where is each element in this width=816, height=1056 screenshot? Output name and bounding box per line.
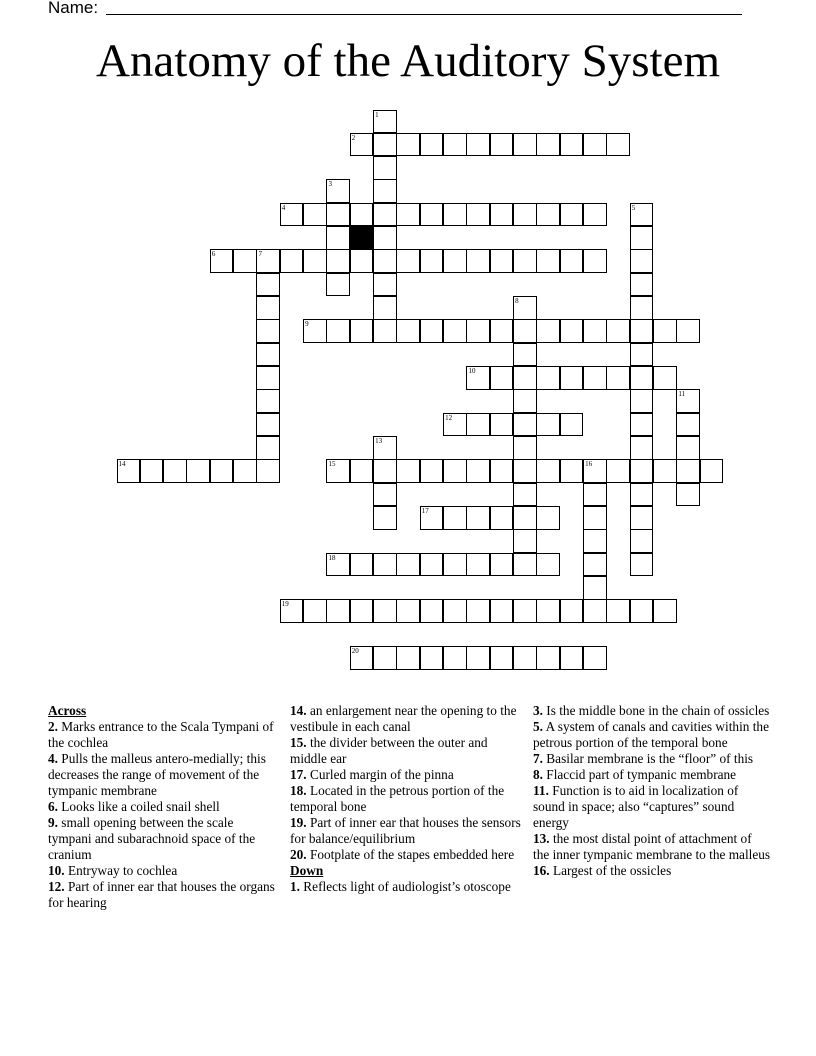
crossword-cell[interactable] <box>420 319 444 343</box>
crossword-cell[interactable] <box>583 459 607 483</box>
crossword-cell[interactable] <box>256 273 280 297</box>
clue-item-text: Entryway to cochlea <box>64 863 178 878</box>
crossword-cell[interactable] <box>420 203 444 227</box>
clue-item-number: 17. <box>290 767 307 782</box>
clue-number: 13 <box>375 437 383 446</box>
crossword-cell[interactable] <box>583 646 607 670</box>
crossword-cell[interactable] <box>560 459 584 483</box>
crossword-cell[interactable] <box>676 483 700 507</box>
crossword-cell[interactable] <box>350 249 374 273</box>
clue-item <box>290 735 522 767</box>
crossword-cell[interactable] <box>326 599 350 623</box>
crossword-cell[interactable] <box>350 319 374 343</box>
crossword-cell[interactable] <box>466 249 490 273</box>
crossword-cell[interactable] <box>256 249 280 273</box>
crossword-cell[interactable] <box>326 553 350 577</box>
crossword-cell[interactable] <box>536 203 560 227</box>
clue-item-text: Function is to aid in localization of sound in space; also “captures” sound energy <box>533 783 739 830</box>
crossword-cell[interactable] <box>350 553 374 577</box>
crossword-cell[interactable] <box>373 179 397 203</box>
crossword-cell[interactable] <box>513 249 537 273</box>
crossword-cell[interactable] <box>630 459 654 483</box>
crossword-cell[interactable] <box>630 226 654 250</box>
crossword-cell[interactable] <box>420 646 444 670</box>
crossword-cell[interactable] <box>513 646 537 670</box>
clue-item <box>290 847 522 863</box>
crossword-cell[interactable] <box>583 599 607 623</box>
crossword-cell[interactable] <box>466 366 490 390</box>
crossword-cell[interactable] <box>466 319 490 343</box>
crossword-cell[interactable] <box>513 203 537 227</box>
clue-item-text: Part of inner ear that houses the organs for hearing <box>48 879 275 910</box>
clue-item-number: 15. <box>290 735 307 750</box>
crossword-cell[interactable] <box>560 133 584 157</box>
crossword-cell[interactable] <box>256 389 280 413</box>
crossword-cell[interactable] <box>583 576 607 600</box>
clue-column-2 <box>290 703 522 895</box>
clue-item <box>290 767 522 783</box>
crossword-cell[interactable] <box>443 553 467 577</box>
crossword-cell[interactable] <box>443 133 467 157</box>
crossword-cell[interactable] <box>513 366 537 390</box>
crossword-cell[interactable] <box>420 599 444 623</box>
crossword-cell[interactable] <box>373 553 397 577</box>
crossword-cell[interactable] <box>560 646 584 670</box>
clue-number: 8 <box>515 297 519 306</box>
crossword-cell[interactable] <box>280 203 304 227</box>
crossword-cell[interactable] <box>560 599 584 623</box>
crossword-cell[interactable] <box>536 459 560 483</box>
clue-item-number: 2. <box>48 719 58 734</box>
crossword-cell[interactable] <box>256 459 280 483</box>
clue-item-text: Is the middle bone in the chain of ossicles <box>542 703 770 718</box>
clue-item-text: Pulls the malleus antero-medially; this decreases the range of movement of the tympanic membrane <box>48 751 266 798</box>
crossword-cell[interactable] <box>420 553 444 577</box>
clue-item-number: 4. <box>48 751 58 766</box>
crossword-cell[interactable] <box>583 483 607 507</box>
clue-item <box>533 719 771 751</box>
crossword-cell[interactable] <box>536 366 560 390</box>
crossword-cell[interactable] <box>420 506 444 530</box>
crossword-cell[interactable] <box>326 273 350 297</box>
crossword-cell[interactable] <box>256 296 280 320</box>
clue-item-text: Flaccid part of tympanic membrane <box>542 767 737 782</box>
crossword-cell[interactable] <box>373 506 397 530</box>
crossword-cell[interactable] <box>373 133 397 157</box>
clue-item <box>533 831 771 863</box>
crossword-cell[interactable] <box>490 553 514 577</box>
clue-item-text: Located in the petrous portion of the temporal bone <box>290 783 505 814</box>
crossword-cell[interactable] <box>443 599 467 623</box>
crossword-cell[interactable] <box>466 553 490 577</box>
crossword-cell[interactable] <box>630 413 654 437</box>
crossword-black-cell <box>350 226 374 250</box>
crossword-cell[interactable] <box>676 389 700 413</box>
crossword-cell[interactable] <box>420 249 444 273</box>
crossword-cell[interactable] <box>396 459 420 483</box>
clue-item <box>290 783 522 815</box>
crossword-cell[interactable] <box>630 366 654 390</box>
clue-item-text: Looks like a coiled snail shell <box>57 799 220 814</box>
crossword-cell[interactable] <box>630 296 654 320</box>
clue-number: 12 <box>445 413 453 422</box>
clue-item <box>48 815 280 863</box>
clue-item-number: 1. <box>290 879 300 894</box>
crossword-cell[interactable] <box>630 436 654 460</box>
clue-item-number: 5. <box>533 719 543 734</box>
clue-item-text: Largest of the ossicles <box>549 863 672 878</box>
crossword-cell[interactable] <box>513 483 537 507</box>
crossword-cell[interactable] <box>513 529 537 553</box>
clue-item-number: 14. <box>290 703 307 718</box>
crossword-cell[interactable] <box>233 249 257 273</box>
crossword-cell[interactable] <box>373 110 397 134</box>
crossword-cell[interactable] <box>303 319 327 343</box>
crossword-cell[interactable] <box>396 203 420 227</box>
clue-item-number: 6. <box>48 799 58 814</box>
crossword-cell[interactable] <box>653 599 677 623</box>
clue-item-text: small opening between the scale tympani and subarachnoid space of the cranium <box>48 815 256 862</box>
crossword-cell[interactable] <box>513 389 537 413</box>
crossword-cell[interactable] <box>653 366 677 390</box>
crossword-cell[interactable] <box>256 413 280 437</box>
crossword-cell[interactable] <box>606 319 630 343</box>
crossword-cell[interactable] <box>373 296 397 320</box>
clue-item-text: the most distal point of attachment of the inner tympanic membrane to the malleus <box>533 831 771 862</box>
crossword-cell[interactable] <box>350 599 374 623</box>
crossword-cell[interactable] <box>420 459 444 483</box>
crossword-cell[interactable] <box>583 506 607 530</box>
crossword-cell[interactable] <box>536 646 560 670</box>
clue-item <box>48 879 280 911</box>
crossword-cell[interactable] <box>280 249 304 273</box>
crossword-cell[interactable] <box>513 459 537 483</box>
clue-number: 4 <box>281 203 286 212</box>
crossword-cell[interactable] <box>396 249 420 273</box>
crossword-cell[interactable] <box>676 413 700 437</box>
clue-item-number: 11. <box>533 783 549 798</box>
clue-number: 15 <box>328 460 336 469</box>
crossword-cell[interactable] <box>210 459 234 483</box>
crossword-cell[interactable] <box>606 459 630 483</box>
crossword-cell[interactable] <box>583 203 607 227</box>
clue-item-text: Marks entrance to the Scala Tympani of the cochlea <box>48 719 274 750</box>
crossword-cell[interactable] <box>513 413 537 437</box>
crossword-cell[interactable] <box>653 459 677 483</box>
crossword-cell[interactable] <box>490 459 514 483</box>
crossword-cell[interactable] <box>490 506 514 530</box>
crossword-cell[interactable] <box>490 646 514 670</box>
crossword-cell[interactable] <box>653 319 677 343</box>
crossword-cell[interactable] <box>583 249 607 273</box>
clue-item <box>48 863 280 879</box>
crossword-cell[interactable] <box>630 529 654 553</box>
clue-number: 2 <box>351 133 356 142</box>
crossword-cell[interactable] <box>560 319 584 343</box>
crossword-cell[interactable] <box>326 459 350 483</box>
crossword-cell[interactable] <box>630 506 654 530</box>
crossword-cell[interactable] <box>583 366 607 390</box>
name-label: Name: <box>48 0 99 17</box>
crossword-cell[interactable] <box>186 459 210 483</box>
crossword-cell[interactable] <box>490 133 514 157</box>
crossword-cell[interactable] <box>396 646 420 670</box>
crossword-cell[interactable] <box>210 249 234 273</box>
crossword-cell[interactable] <box>350 133 374 157</box>
crossword-cell[interactable] <box>630 319 654 343</box>
crossword-cell[interactable] <box>420 133 444 157</box>
crossword-cell[interactable] <box>373 459 397 483</box>
clue-item-number: 19. <box>290 815 307 830</box>
crossword-cell[interactable] <box>490 413 514 437</box>
crossword-cell[interactable] <box>513 319 537 343</box>
crossword-cell[interactable] <box>676 436 700 460</box>
crossword-cell[interactable] <box>630 273 654 297</box>
crossword-cell[interactable] <box>256 343 280 367</box>
crossword-cell[interactable] <box>513 296 537 320</box>
crossword-cell[interactable] <box>490 203 514 227</box>
crossword-cell[interactable] <box>630 203 654 227</box>
crossword-cell[interactable] <box>466 599 490 623</box>
crossword-cell[interactable] <box>373 646 397 670</box>
clue-item <box>48 799 280 815</box>
clue-number: 1 <box>375 110 379 119</box>
crossword-cell[interactable] <box>396 133 420 157</box>
crossword-cell[interactable] <box>560 249 584 273</box>
crossword-cell[interactable] <box>583 319 607 343</box>
clue-number: 10 <box>468 367 476 376</box>
clue-item-number: 12. <box>48 879 65 894</box>
clue-item-text: A system of canals and cavities within the petrous portion of the temporal bone <box>533 719 769 750</box>
crossword-cell[interactable] <box>256 319 280 343</box>
page-title: Anatomy of the Auditory System <box>95 35 720 87</box>
clue-number: 9 <box>305 320 309 329</box>
crossword-cell[interactable] <box>490 366 514 390</box>
clue-number: 11 <box>678 390 686 399</box>
crossword-cell[interactable] <box>490 319 514 343</box>
crossword-cell[interactable] <box>490 249 514 273</box>
crossword-cell[interactable] <box>373 483 397 507</box>
crossword-cell[interactable] <box>536 133 560 157</box>
crossword-cell[interactable] <box>513 436 537 460</box>
clue-item <box>533 863 771 879</box>
clue-item-text: Footplate of the stapes embedded here <box>306 847 515 862</box>
clue-item <box>290 703 522 735</box>
clue-item-number: 3. <box>533 703 543 718</box>
crossword-cell[interactable] <box>490 599 514 623</box>
crossword-cell[interactable] <box>630 483 654 507</box>
crossword-cell[interactable] <box>466 203 490 227</box>
clue-item-number: 13. <box>533 831 550 846</box>
clue-item-number: 16. <box>533 863 550 878</box>
crossword-cell[interactable] <box>117 459 141 483</box>
crossword-cell[interactable] <box>630 249 654 273</box>
clue-item <box>290 815 522 847</box>
clue-item-text: Curled margin of the pinna <box>306 767 454 782</box>
crossword-cell[interactable] <box>326 249 350 273</box>
crossword-cell[interactable] <box>513 343 537 367</box>
crossword-cell[interactable] <box>630 389 654 413</box>
crossword-cell[interactable] <box>513 506 537 530</box>
clue-item-text: the divider between the outer and middle ear <box>290 735 488 766</box>
clue-number: 18 <box>328 553 336 562</box>
crossword-cell[interactable] <box>303 203 327 227</box>
crossword-cell[interactable] <box>303 249 327 273</box>
clue-item-number: 18. <box>290 783 307 798</box>
crossword-cell[interactable] <box>466 506 490 530</box>
crossword-cell[interactable] <box>396 599 420 623</box>
crossword-cell[interactable] <box>373 203 397 227</box>
crossword-cell[interactable] <box>326 179 350 203</box>
clue-item-number: 9. <box>48 815 58 830</box>
crossword-cell[interactable] <box>560 413 584 437</box>
clue-item <box>290 879 522 895</box>
clue-number: 17 <box>421 507 429 516</box>
crossword-cell[interactable] <box>536 599 560 623</box>
clue-number: 6 <box>211 250 216 259</box>
crossword-cell[interactable] <box>466 413 490 437</box>
clue-number: 3 <box>328 180 332 189</box>
clue-item <box>533 751 771 767</box>
crossword-cell[interactable] <box>513 599 537 623</box>
across-header: Across <box>48 703 87 718</box>
clue-number: 14 <box>118 460 126 469</box>
down-header: Down <box>290 863 324 878</box>
crossword-cell[interactable] <box>630 599 654 623</box>
crossword-cell[interactable] <box>630 553 654 577</box>
crossword-cell[interactable] <box>536 319 560 343</box>
clue-number: 5 <box>631 203 636 212</box>
crossword-cell[interactable] <box>466 459 490 483</box>
crossword-cell[interactable] <box>443 319 467 343</box>
crossword-cell[interactable] <box>350 646 374 670</box>
crossword-cell[interactable] <box>163 459 187 483</box>
crossword-cell[interactable] <box>233 459 257 483</box>
crossword-cell[interactable] <box>443 249 467 273</box>
crossword-cell[interactable] <box>443 203 467 227</box>
crossword-cell[interactable] <box>350 459 374 483</box>
crossword-cell[interactable] <box>466 646 490 670</box>
crossword-cell[interactable] <box>303 599 327 623</box>
clue-number: 16 <box>585 460 593 469</box>
clue-item-text: Reflects light of audiologist’s otoscope <box>299 879 511 894</box>
crossword-cell[interactable] <box>676 459 700 483</box>
crossword-cell[interactable] <box>536 249 560 273</box>
clue-item-number: 20. <box>290 847 307 862</box>
crossword-cell[interactable] <box>513 553 537 577</box>
crossword-cell[interactable] <box>676 319 700 343</box>
crossword-cell[interactable] <box>140 459 164 483</box>
crossword-cell[interactable] <box>443 459 467 483</box>
clue-item <box>48 751 280 799</box>
clue-item-number: 7. <box>533 751 543 766</box>
crossword-cell[interactable] <box>606 366 630 390</box>
clue-item <box>533 767 771 783</box>
crossword-cell[interactable] <box>630 343 654 367</box>
clue-number: 19 <box>281 600 289 609</box>
crossword-cell[interactable] <box>583 133 607 157</box>
crossword-cell[interactable] <box>396 319 420 343</box>
crossword-cell[interactable] <box>256 436 280 460</box>
crossword-cell[interactable] <box>373 436 397 460</box>
clue-item <box>533 703 771 719</box>
clue-column-3 <box>533 703 771 879</box>
crossword-cell[interactable] <box>583 553 607 577</box>
crossword-cell[interactable] <box>443 506 467 530</box>
crossword-cell[interactable] <box>536 413 560 437</box>
crossword-cell[interactable] <box>560 203 584 227</box>
crossword-cell[interactable] <box>396 553 420 577</box>
crossword-cell[interactable] <box>373 226 397 250</box>
crossword-cell[interactable] <box>373 599 397 623</box>
clue-item-number: 10. <box>48 863 65 878</box>
crossword-cell[interactable] <box>536 553 560 577</box>
crossword-cell[interactable] <box>466 133 490 157</box>
clue-column-1 <box>48 703 280 911</box>
crossword-cell[interactable] <box>326 226 350 250</box>
crossword-cell[interactable] <box>326 319 350 343</box>
crossword-cell[interactable] <box>560 366 584 390</box>
crossword-cell[interactable] <box>373 156 397 180</box>
crossword-cell[interactable] <box>350 203 374 227</box>
crossword-cell[interactable] <box>256 366 280 390</box>
crossword-cell[interactable] <box>326 203 350 227</box>
crossword-cell[interactable] <box>373 273 397 297</box>
crossword-cell[interactable] <box>443 413 467 437</box>
clue-item <box>48 719 280 751</box>
crossword-cell[interactable] <box>606 133 630 157</box>
clue-number: 20 <box>351 647 359 656</box>
crossword-cell[interactable] <box>513 133 537 157</box>
crossword-cell[interactable] <box>583 529 607 553</box>
crossword-cell[interactable] <box>443 646 467 670</box>
clue-item-text: Basilar membrane is the “floor” of this <box>542 751 754 766</box>
clue-number: 7 <box>258 250 262 259</box>
clue-item-text: an enlargement near the opening to the vestibule in each canal <box>290 703 517 734</box>
clue-item-number: 8. <box>533 767 543 782</box>
crossword-cell[interactable] <box>700 459 724 483</box>
clue-item-text: Part of inner ear that houses the sensors for balance/equilibrium <box>290 815 521 846</box>
crossword-cell[interactable] <box>280 599 304 623</box>
crossword-cell[interactable] <box>606 599 630 623</box>
crossword-cell[interactable] <box>536 506 560 530</box>
crossword-cell[interactable] <box>373 249 397 273</box>
clue-item <box>533 783 771 831</box>
crossword-cell[interactable] <box>373 319 397 343</box>
